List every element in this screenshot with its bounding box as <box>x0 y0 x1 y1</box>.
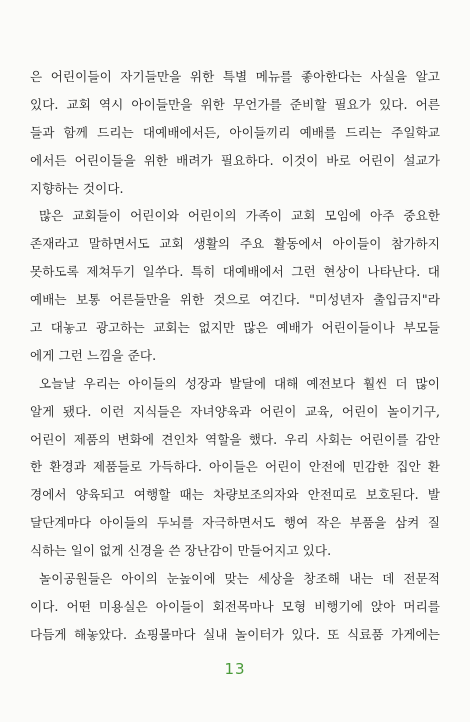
text-line: 다듬게 해놓았다. 쇼핑몰마다 실내 놀이터가 있다. 또 식료품 가게에는 <box>30 626 440 642</box>
text-line: 있다. 교회 역시 아이들만을 위한 무언가를 준비할 필요가 있다. 어른 <box>30 96 440 112</box>
text-line: 에게 그런 느낌을 준다. <box>30 347 157 363</box>
text-line: 못하도록 제쳐두기 일쑤다. 특히 대예배에서 그런 현상이 나타난다. 대 <box>30 264 440 280</box>
text-line: 오늘날 우리는 아이들의 성장과 발달에 대해 예전보다 훨씬 더 많이 <box>39 375 440 391</box>
text-line: 알게 됐다. 이런 지식들은 자녀양육과 어린이 교육, 어린이 놀이기구, <box>30 403 440 419</box>
text-line: 많은 교회들이 어린이와 어린이의 가족이 교회 모임에 아주 중요한 <box>39 208 440 224</box>
text-line: 들과 함께 드리는 대예배에서든, 아이들끼리 예배를 드리는 주일학교 <box>30 124 440 140</box>
text-line: 지향하는 것이다. <box>30 180 124 196</box>
text-line: 달단계마다 아이들의 두뇌를 자극하면서도 행여 작은 부품을 삼켜 질 <box>30 515 440 531</box>
text-line: 식하는 일이 없게 신경을 쓴 장난감이 만들어지고 있다. <box>30 543 332 559</box>
text-line: 고 대놓고 광고하는 교회는 없지만 많은 예배가 어린이들이나 부모들 <box>30 320 440 336</box>
text-line: 이다. 어떤 미용실은 아이들이 회전목마나 모형 비행기에 앉아 머리를 <box>30 598 440 614</box>
page-number: 13 <box>224 660 246 678</box>
text-line: 경에서 양육되고 여행할 때는 차량보조의자와 안전띠로 보호된다. 발 <box>30 487 440 503</box>
body-text <box>30 63 440 649</box>
text-line: 놀이공원들은 아이의 눈높이에 맞는 세상을 창조해 내는 데 전문적 <box>39 571 440 587</box>
text-line: 예배는 보통 어른들만을 위한 것으로 여긴다. "미성년자 출입금지"라 <box>30 292 440 308</box>
text-line: 한 환경과 제품들로 가득하다. 아이들은 어린이 안전에 민감한 집안 환 <box>30 459 440 475</box>
text-line: 은 어린이들이 자기들만을 위한 특별 메뉴를 좋아한다는 사실을 알고 <box>30 69 440 84</box>
text-line: 존재라고 말하면서도 교회 생활의 주요 활동에서 아이들이 참가하지 <box>30 236 440 252</box>
text-line: 에서든 어린이들을 위한 배려가 필요하다. 이것이 바로 어린이 설교가 <box>30 152 440 168</box>
text-line: 어린이 제품의 변화에 견인차 역할을 했다. 우리 사회는 어린이를 감안 <box>30 431 440 447</box>
